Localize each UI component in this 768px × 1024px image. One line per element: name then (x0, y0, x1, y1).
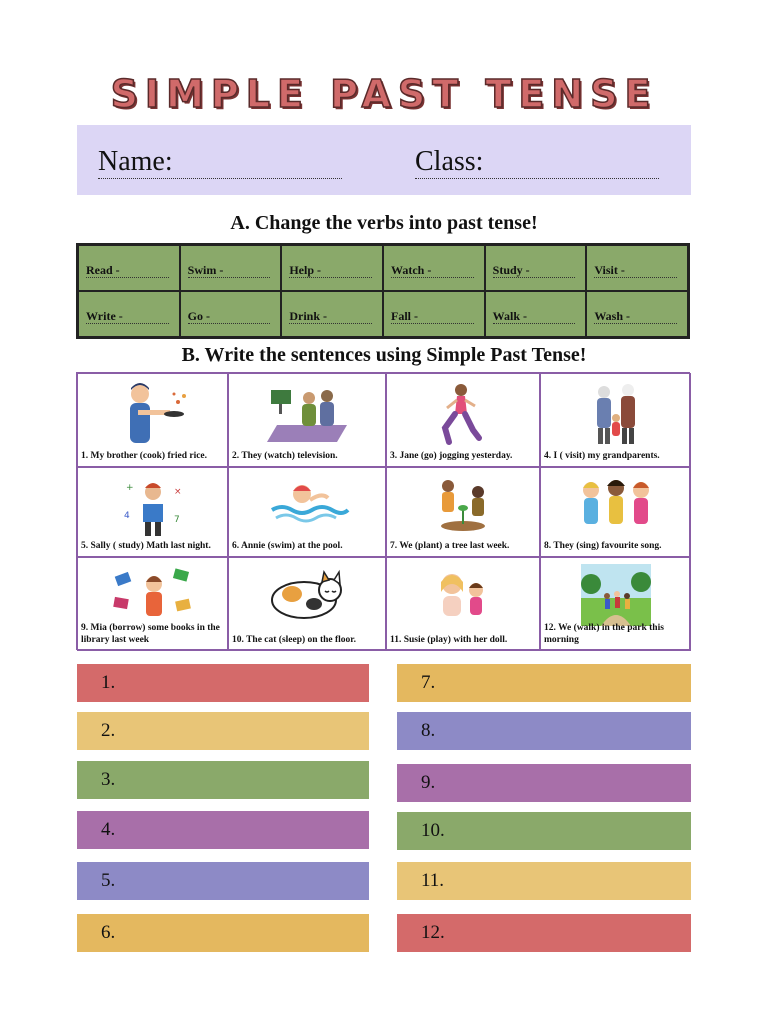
sentence-caption: 5. Sally ( study) Math last night. (81, 541, 211, 551)
sentence-caption: 11. Susie (play) with her doll. (390, 635, 508, 645)
sentence-caption: 6. Annie (swim) at the pool. (232, 541, 343, 551)
sentence-caption: 3. Jane (go) jogging yesterday. (390, 451, 513, 461)
svg-text:+: + (125, 483, 134, 493)
sentence-caption: 7. We (plant) a tree last week. (390, 541, 510, 551)
answer-field-9[interactable]: 9. (397, 764, 691, 802)
verb-cell[interactable]: Wash - (586, 291, 688, 337)
picture-cell (77, 467, 228, 557)
picture-cell (540, 467, 691, 557)
picture-cell (386, 467, 540, 557)
swimming-girl-icon (262, 474, 352, 530)
answer-field-12[interactable]: 12. (397, 914, 691, 952)
verb-cell[interactable]: Go - (180, 291, 282, 337)
answer-field-4[interactable]: 4. (77, 811, 369, 849)
name-class-box (77, 125, 691, 195)
answer-field-7[interactable]: 7. (397, 664, 691, 702)
walking-park-icon (581, 564, 651, 626)
svg-text:7: 7 (173, 515, 180, 525)
cooking-boy-icon (108, 380, 198, 450)
answer-field-2[interactable]: 2. (77, 712, 369, 750)
jogging-girl-icon (433, 380, 493, 450)
verb-cell[interactable]: Study - (485, 245, 587, 291)
verb-table (76, 243, 690, 339)
grandparents-icon (586, 380, 646, 450)
verb-cell[interactable]: Fall - (383, 291, 485, 337)
verb-cell[interactable]: Read - (78, 245, 180, 291)
picture-cell (540, 373, 691, 467)
answer-field-3[interactable]: 3. (77, 761, 369, 799)
verb-cell[interactable]: Walk - (485, 291, 587, 337)
sentence-caption: 2. They (watch) television. (232, 451, 338, 461)
answer-field-10[interactable]: 10. (397, 812, 691, 850)
picture-cell (228, 467, 386, 557)
picture-cell (386, 557, 540, 651)
class-label: Class: (415, 146, 484, 177)
planting-tree-icon (428, 474, 498, 534)
picture-grid (76, 372, 690, 650)
watching-tv-icon (257, 380, 357, 450)
picture-cell (228, 557, 386, 651)
answer-field-6[interactable]: 6. (77, 914, 369, 952)
picture-cell (386, 373, 540, 467)
name-label: Name: (98, 146, 173, 177)
verb-cell[interactable]: Write - (78, 291, 180, 337)
svg-text:×: × (173, 487, 182, 497)
singing-friends-icon (571, 474, 661, 534)
class-field[interactable] (415, 177, 659, 179)
verb-cell[interactable]: Visit - (586, 245, 688, 291)
answer-field-1[interactable]: 1. (77, 664, 369, 702)
sentence-caption: 1. My brother (cook) fried rice. (81, 451, 208, 461)
verb-cell[interactable]: Drink - (281, 291, 383, 337)
verb-cell[interactable]: Help - (281, 245, 383, 291)
verb-cell[interactable]: Watch - (383, 245, 485, 291)
sleeping-cat-icon (262, 564, 352, 622)
worksheet-title: SIMPLE PAST TENSE (110, 72, 658, 116)
sentence-caption: 12. We (walk) in the park this morning (544, 623, 664, 645)
svg-text:4: 4 (123, 511, 130, 521)
picture-cell (77, 557, 228, 651)
verb-cell[interactable]: Swim - (180, 245, 282, 291)
sentence-caption: 8. They (sing) favourite song. (544, 541, 662, 551)
section-a-title: A. Change the verbs into past tense! (230, 212, 538, 234)
picture-cell (77, 373, 228, 467)
sentence-caption: 10. The cat (sleep) on the floor. (232, 635, 357, 645)
answer-field-5[interactable]: 5. (77, 862, 369, 900)
picture-cell (540, 557, 691, 651)
playing-doll-icon (428, 564, 498, 626)
studying-math-icon (118, 474, 188, 540)
answer-field-8[interactable]: 8. (397, 712, 691, 750)
borrowing-books-icon (108, 564, 198, 626)
section-b-title: B. Write the sentences using Simple Past Tense! (181, 344, 587, 366)
answer-field-11[interactable]: 11. (397, 862, 691, 900)
sentence-caption: 4. I ( visit) my grandparents. (544, 451, 660, 461)
sentence-caption: 9. Mia (borrow) some books in the library last week (81, 623, 220, 645)
name-field[interactable] (98, 177, 342, 179)
picture-cell (228, 373, 386, 467)
